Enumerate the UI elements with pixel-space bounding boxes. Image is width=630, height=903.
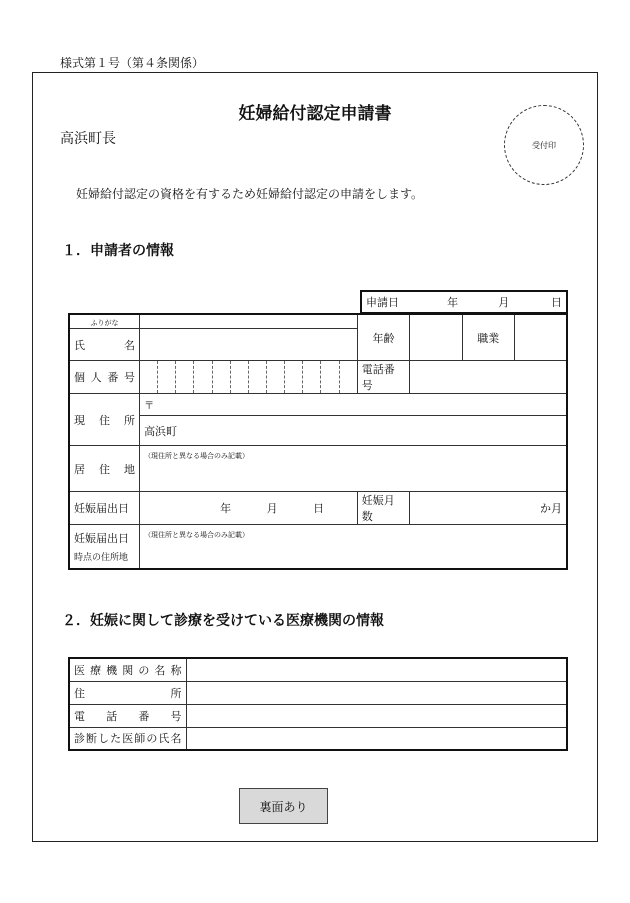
medical-institution-table — [68, 657, 568, 751]
institution-name-label: 医療機関の名称 — [69, 658, 186, 681]
applicant-table — [68, 313, 568, 570]
form-number: 様式第１号（第４条関係） — [60, 56, 205, 70]
postal-code-field[interactable]: 〒 — [140, 394, 567, 416]
date-year[interactable]: 年 — [447, 296, 459, 309]
current-address-label: 現 住 所 — [69, 394, 140, 446]
age-label: 年齢 — [357, 314, 409, 361]
age-field[interactable] — [410, 314, 462, 361]
section2-heading: ２．妊娠に関して診療を受けている医療機関の情報 — [62, 613, 384, 629]
furigana-label: ふりがな — [69, 314, 140, 329]
institution-address-field[interactable] — [186, 681, 567, 704]
residence-note: （現住所と異なる場合のみ記載） — [144, 452, 250, 460]
pregnancy-address-field[interactable] — [140, 525, 567, 569]
pd-year: 年 — [220, 502, 232, 515]
digit-box[interactable] — [285, 361, 303, 394]
address-field[interactable]: 高浜町 — [140, 416, 567, 446]
name-field[interactable] — [140, 329, 358, 361]
occupation-label: 職業 — [462, 314, 514, 361]
occupation-field[interactable] — [514, 314, 567, 361]
pd-day: 日 — [313, 502, 325, 515]
digit-box[interactable] — [176, 361, 194, 394]
phone-field[interactable] — [410, 361, 567, 394]
phone-label: 電話番号 — [357, 361, 409, 394]
date-day[interactable]: 日 — [551, 296, 562, 309]
digit-box[interactable] — [158, 361, 176, 394]
pd-month: 月 — [266, 502, 278, 515]
pregnancy-address-label: 妊娠届出日 時点の住所地 — [69, 525, 140, 569]
pregnancy-date-field[interactable] — [140, 492, 358, 525]
application-date-row — [360, 290, 568, 314]
institution-phone-label: 電 話 番 号 — [69, 704, 186, 727]
residence-label: 居 住 地 — [69, 446, 140, 492]
digit-box[interactable] — [339, 361, 357, 394]
furigana-field[interactable] — [140, 314, 358, 329]
back-side-button[interactable]: 裏面あり — [239, 788, 328, 824]
institution-name-field[interactable] — [186, 658, 567, 681]
doctor-label: 診断した医師の氏名 — [69, 727, 186, 750]
personal-number-label: 個人番号 — [69, 361, 140, 394]
digit-box[interactable] — [194, 361, 212, 394]
date-label: 申請日 — [366, 296, 399, 309]
digit-box[interactable] — [212, 361, 230, 394]
section1-heading: １．申請者の情報 — [62, 243, 174, 259]
digit-box[interactable] — [140, 361, 158, 394]
addressee: 高浜町長 — [60, 131, 116, 147]
doctor-field[interactable] — [186, 727, 567, 750]
page-title: 妊婦給付認定申請書 — [238, 104, 392, 124]
digit-box[interactable] — [303, 361, 321, 394]
digit-box[interactable] — [321, 361, 339, 394]
name-label: 氏 名 — [69, 329, 140, 361]
institution-phone-field[interactable] — [186, 704, 567, 727]
digit-box[interactable] — [248, 361, 266, 394]
intro-text: 妊婦給付認定の資格を有するため妊婦給付認定の申請をします。 — [76, 187, 424, 201]
digit-box[interactable] — [230, 361, 248, 394]
reception-stamp-circle — [504, 105, 584, 185]
pregnancy-date-label: 妊娠届出日 — [69, 492, 140, 525]
pregnancy-months-label: 妊娠月数 — [357, 492, 409, 525]
pregnancy-address-note: （現住所と異なる場合のみ記載） — [144, 531, 250, 539]
digit-box[interactable] — [267, 361, 285, 394]
institution-address-label: 住 所 — [69, 681, 186, 704]
residence-field[interactable] — [140, 446, 567, 492]
pregnancy-months-field[interactable]: か月 — [410, 492, 567, 525]
date-month[interactable]: 月 — [498, 296, 510, 309]
stamp-label: 受付印 — [532, 140, 556, 150]
